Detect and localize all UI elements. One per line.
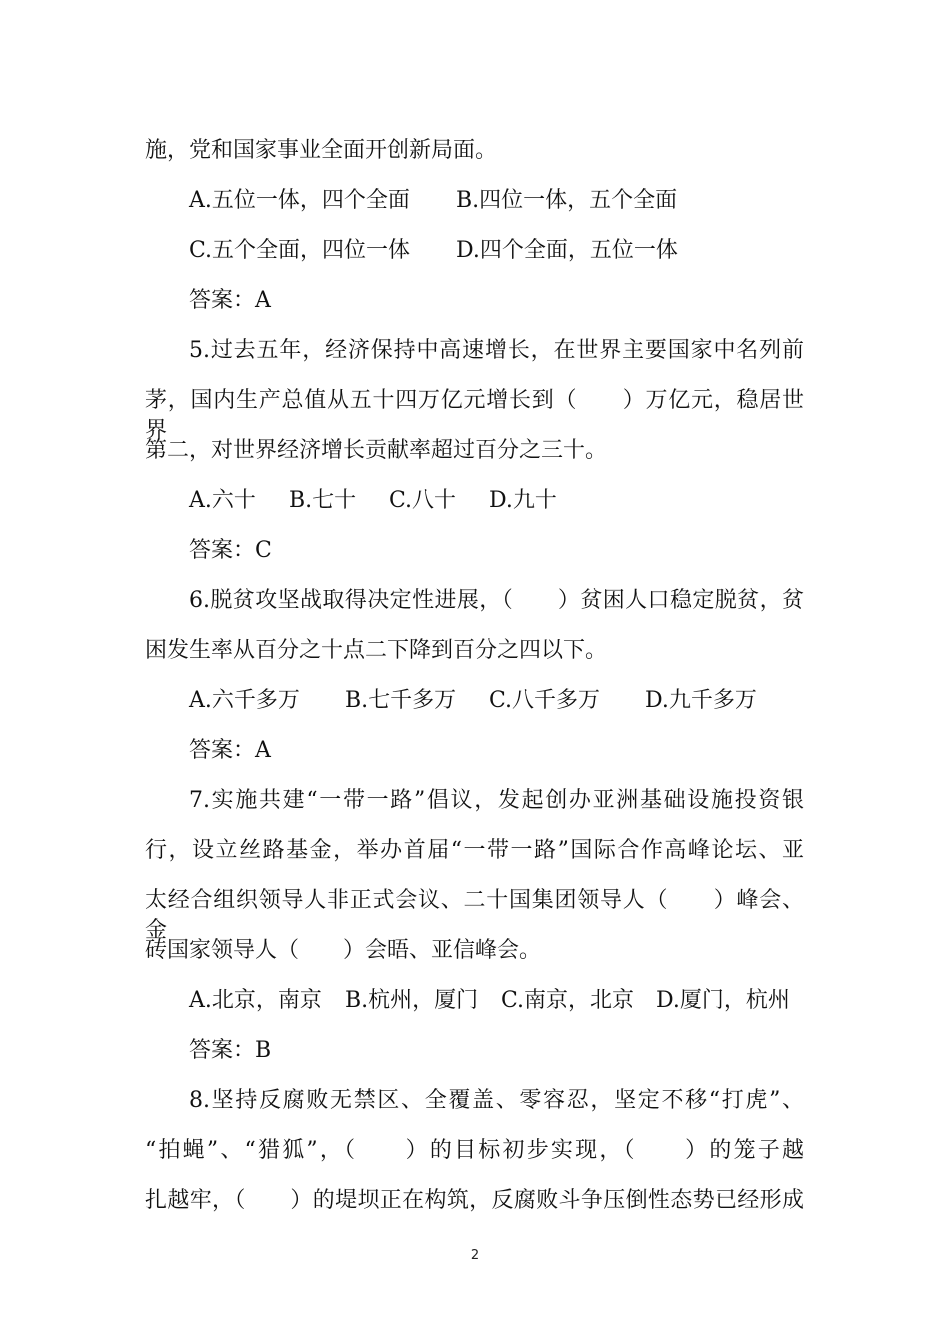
q8-stem-text-1: 8.坚持反腐败无禁区、全覆盖、零容忍，坚定不移“打虎”、 [189, 1088, 804, 1113]
q6-option-c: C.八千多万 [489, 688, 601, 713]
q7-stem-text-2: 行，设立丝路基金，举办首届“一带一路”国际合作高峰论坛、亚 [145, 838, 804, 863]
q6-option-a: A.六千多万 [189, 688, 300, 713]
q7-option-b: B.杭州，厦门 [345, 988, 479, 1013]
q6-option-d: D.九千多万 [645, 688, 757, 713]
q6-stem-text-1: 6.脱贫攻坚战取得决定性进展，（ ）贫困人口稳定脱贫，贫 [189, 588, 804, 613]
q4-option-c: C.五个全面，四位一体 [189, 238, 411, 263]
q7-stem-text-1: 7.实施共建“一带一路”倡议，发起创办亚洲基础设施投资银 [189, 788, 804, 813]
q7-option-a: A.北京，南京 [189, 988, 322, 1013]
q6-stem-text-2: 困发生率从百分之十点二下降到百分之四以下。 [145, 638, 608, 663]
q5-option-c: C.八十 [389, 488, 457, 513]
q8-stem-text-2: “拍蝇”、“猎狐”，（ ）的目标初步实现，（ ）的笼子越 [145, 1138, 804, 1163]
q7-answer-text: 答案：B [189, 1038, 272, 1063]
q4-option-b: B.四位一体，五个全面 [456, 188, 678, 213]
q5-option-a: A.六十 [189, 488, 256, 513]
q8-stem-text-3: 扎越牢，（ ）的堤坝正在构筑，反腐败斗争压倒性态势已经形成 [145, 1188, 804, 1213]
q5-stem-text-2: 茅，国内生产总值从五十四万亿元增长到（ ）万亿元，稳居世界 [145, 388, 804, 443]
page-number: 2 [470, 1248, 480, 1263]
q5-stem-text-3: 第二，对世界经济增长贡献率超过百分之三十。 [145, 438, 608, 463]
q6-option-b: B.七千多万 [345, 688, 457, 713]
q4-answer-text: 答案：A [189, 288, 271, 313]
q4-option-a: A.五位一体，四个全面 [189, 188, 410, 213]
q7-stem-text-4: 砖国家领导人（ ）会晤、亚信峰会。 [145, 938, 542, 963]
q5-option-d: D.九十 [489, 488, 557, 513]
q7-option-d: D.厦门，杭州 [656, 988, 790, 1013]
q5-option-b: B.七十 [289, 488, 357, 513]
q6-answer-text: 答案：A [189, 738, 271, 763]
q7-stem-text-3: 太经合组织领导人非正式会议、二十国集团领导人（ ）峰会、金 [145, 888, 804, 943]
q4-option-d: D.四个全面，五位一体 [456, 238, 678, 263]
q5-answer-text: 答案：C [189, 538, 272, 563]
q4-stem-text: 施，党和国家事业全面开创新局面。 [145, 138, 498, 163]
q7-option-c: C.南京，北京 [501, 988, 635, 1013]
q5-stem-text-1: 5.过去五年，经济保持中高速增长，在世界主要国家中名列前 [189, 338, 804, 363]
